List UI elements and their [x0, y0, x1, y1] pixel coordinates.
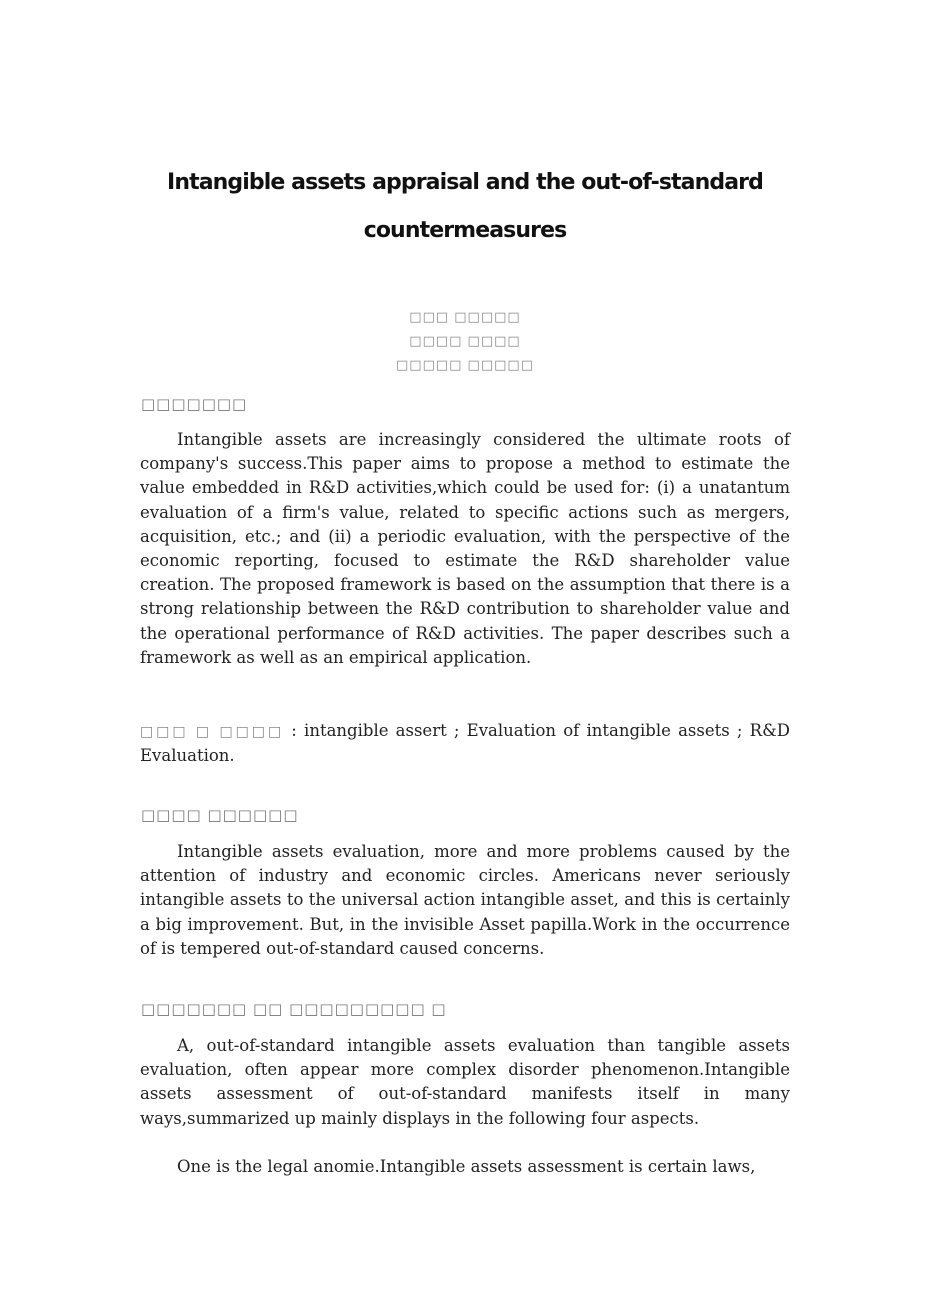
- section-2-paragraph-2: One is the legal anomie.Intangible assets assessment is certain laws,: [177, 1157, 756, 1176]
- paper-title-line-1: Intangible assets appraisal and the out-of-standard: [167, 170, 763, 195]
- section-2-heading: □□□□□□□ □□ □□□□□□□□□ □: [141, 1000, 447, 1018]
- author-line-2: □□□□ □□□□: [409, 334, 521, 349]
- keywords-text: : intangible assert ; Evaluation of intangible assets ; R&D Evaluation.: [140, 721, 790, 766]
- abstract-paragraph: Intangible assets are increasingly considered the ultimate roots of company's success.This paper aims to propose a method to estimate the value embedded in R&D activities,which could be used for: (i) a unatantum evaluation of a firm's value, related to specific actions such as mergers, acquisition, etc.; and (ii) a periodic evaluation, with the perspective of the economic reporting, focused to estimate the R&D shareholder value creation. The proposed framework is based on the assumption that there is a strong relationship between the R&D contribution to shareholder value and the operational performance of R&D activities. The paper describes such a framework as well as an empirical application.: [140, 430, 790, 667]
- section-1-paragraph: Intangible assets evaluation, more and more problems caused by the attention of industry and economic circles. Americans never seriously intangible assets to the universal action intangible asset, and this is certainly a big improvement. But, in the invisible Asset papilla.Work in the occurrence of is tempered out-of-standard caused concerns.: [140, 842, 790, 958]
- abstract-heading: □□□□□□□: [141, 395, 248, 413]
- author-line-1: □□□ □□□□□: [409, 310, 521, 325]
- keywords-paragraph: [140, 719, 790, 768]
- section-2-paragraph-1: A, out-of-standard intangible assets evaluation than tangible assets evaluation, often appear more complex disorder phenomenon.Intangible assets assessment of out-of-standard manifests itself in many ways,summarized up mainly displays in the following four aspects.: [140, 1036, 790, 1128]
- keywords-label: □□□ □ □□□□: [140, 724, 285, 740]
- section-1-heading: □□□□ □□□□□□: [141, 806, 299, 824]
- author-line-3: □□□□□ □□□□□: [396, 358, 534, 373]
- paper-title-line-2: countermeasures: [363, 218, 567, 243]
